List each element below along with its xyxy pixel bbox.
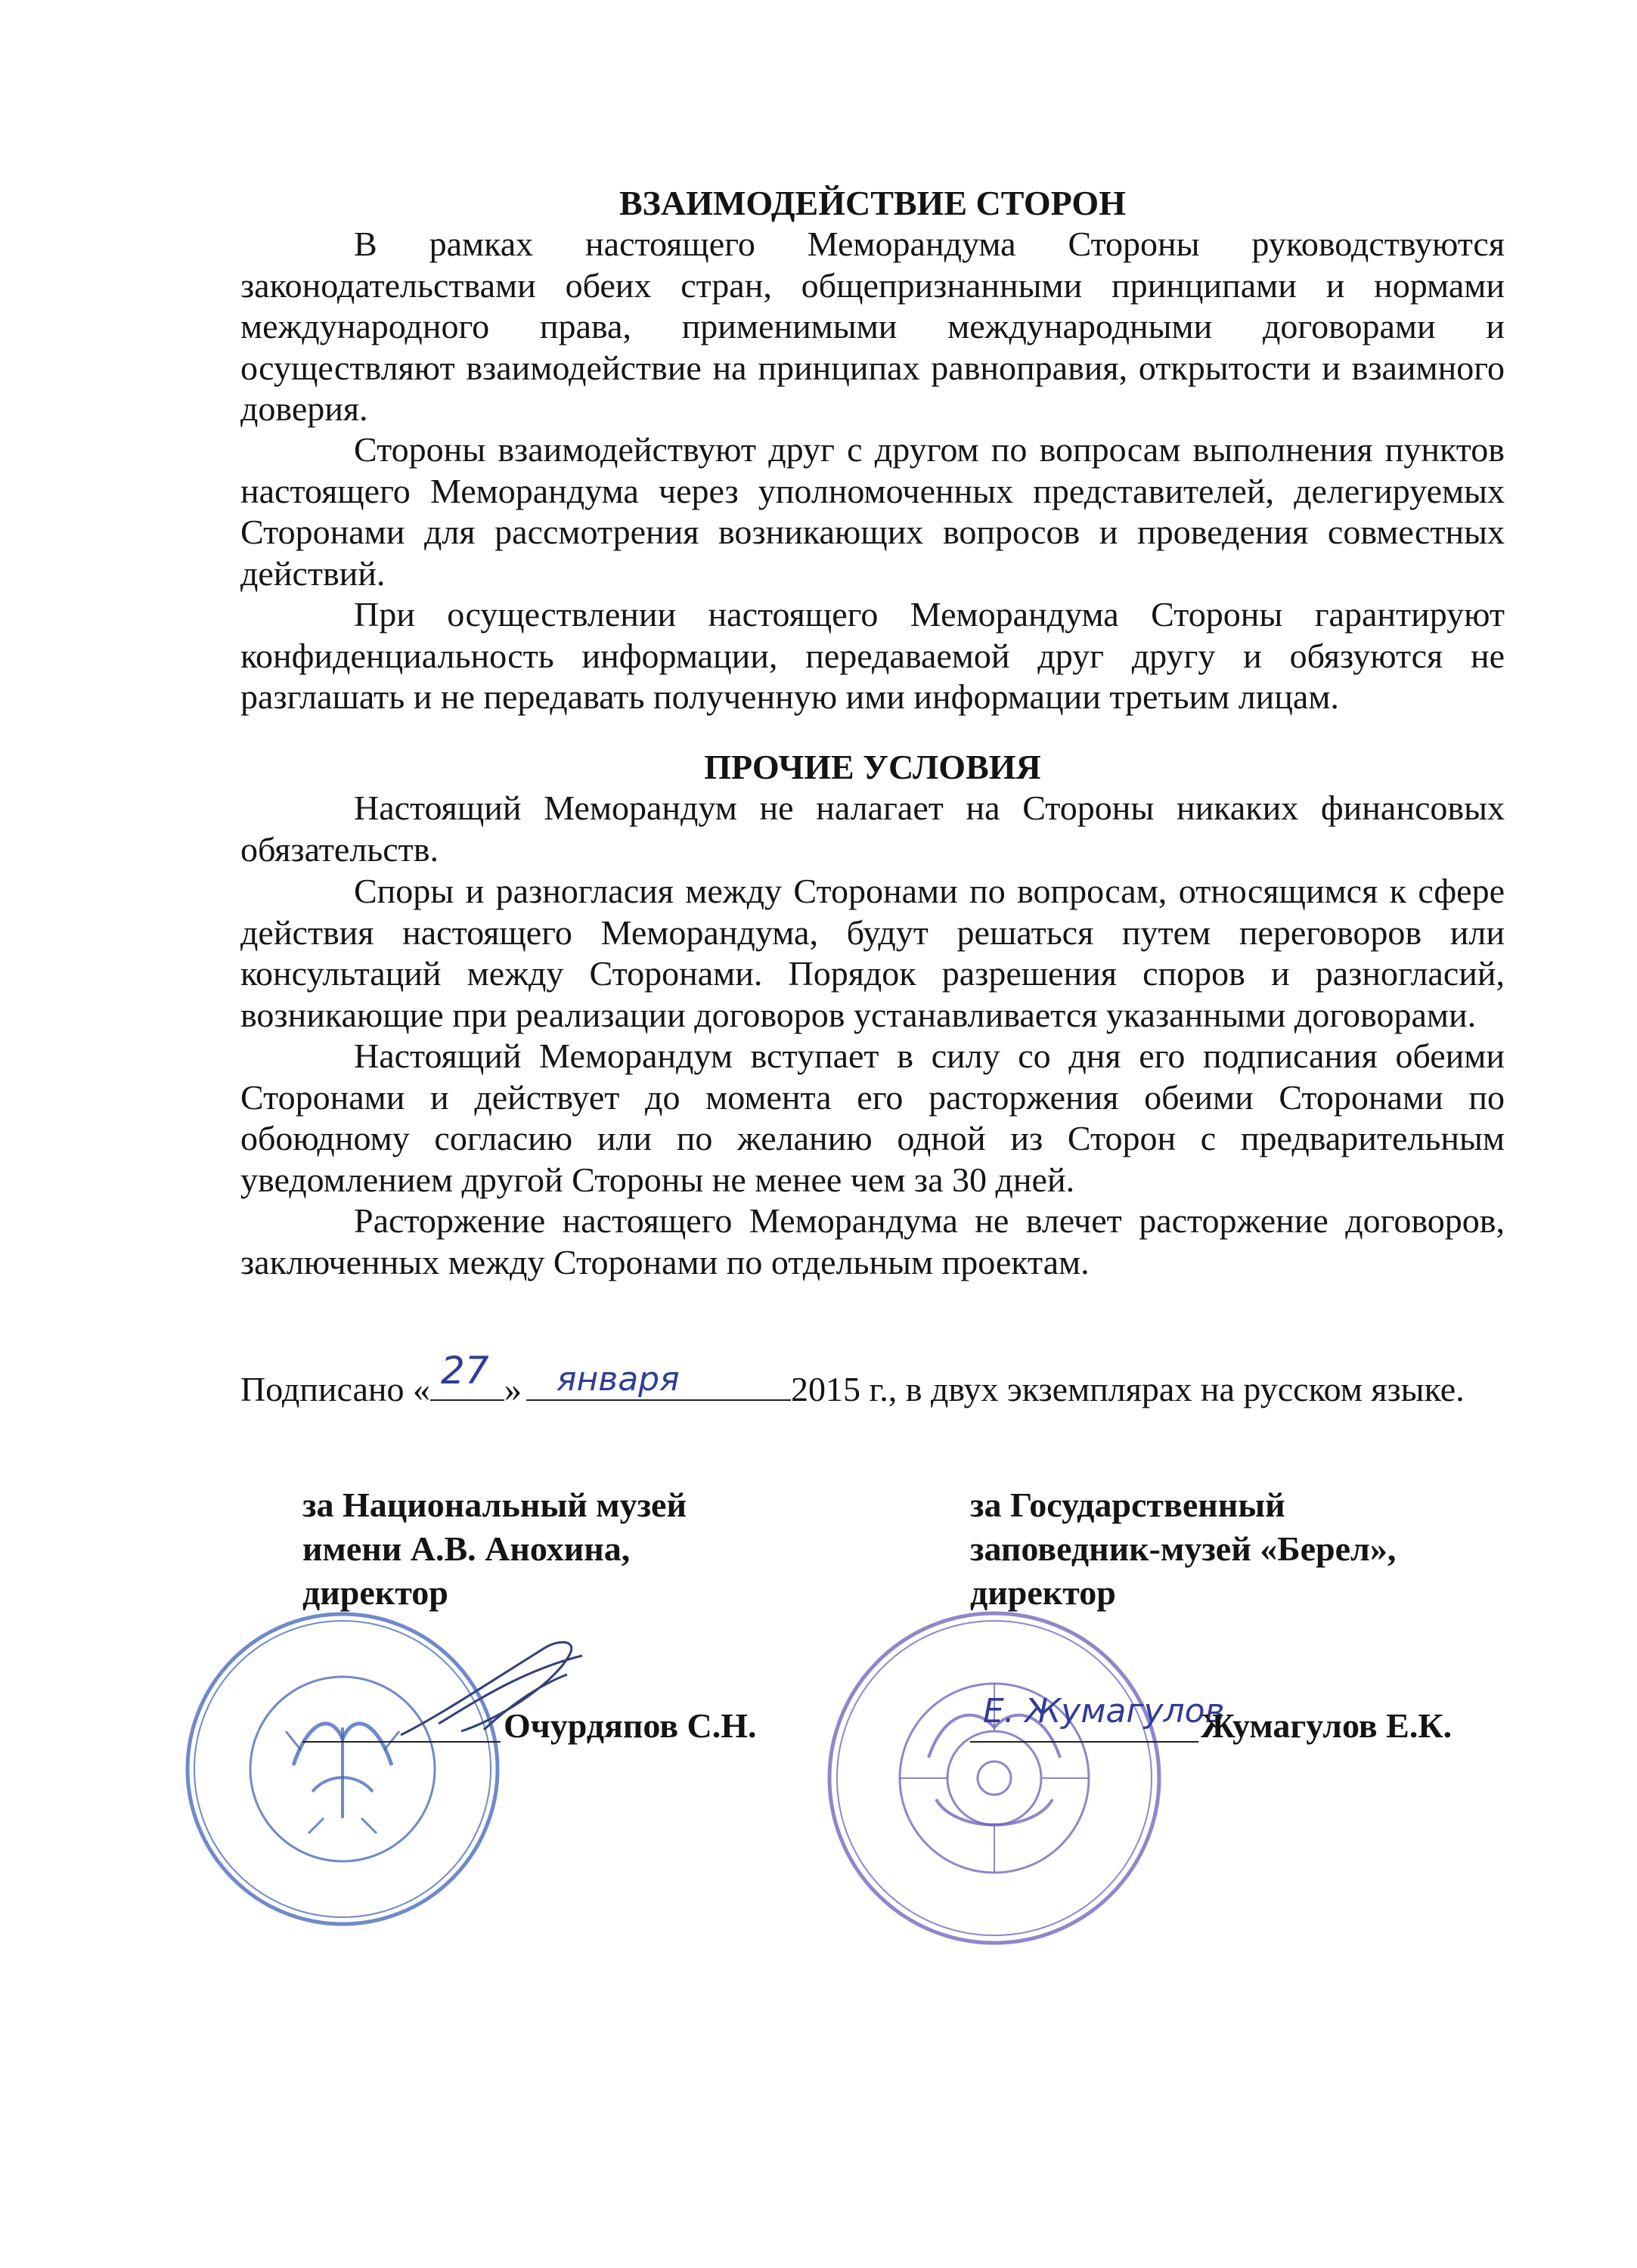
day-blank (430, 1349, 504, 1401)
right-round-seal-image (823, 1606, 1167, 1950)
handwritten-month: января (557, 1360, 680, 1399)
section-heading-other-terms: ПРОЧИЕ УСЛОВИЯ (704, 748, 1041, 786)
paragraph: Стороны взаимодействуют друг с другом по вопросам выполнения пунктов настоящего Меморандума через уполномоченных представителей, делегируемых Сторонами для рассмотрения возникающих вопросов и проведения совместных действий. (240, 430, 1505, 593)
party-line: директор (970, 1573, 1116, 1612)
party-line: за Государственный (970, 1486, 1285, 1524)
party-line: имени А.В. Анохина, (302, 1529, 631, 1568)
party-line: директор (302, 1573, 448, 1612)
right-signatory-name: Жумагулов Е.К. (1201, 1706, 1453, 1745)
left-signature-line (302, 1741, 501, 1743)
left-signatory-name: Очурдяпов С.Н. (504, 1706, 757, 1745)
handwritten-day: 27 (441, 1349, 489, 1393)
right-signature-line (970, 1741, 1198, 1743)
paragraph: В рамках настоящего Меморандума Стороны руководствуются законодательствами обеих стран, общепризнанными принципами и нормами международного права, применимыми международными договорами и осуществляют взаимодействие на принципах равноправия, открытости и взаимного доверия. (240, 225, 1505, 428)
paragraph: Споры и разногласия между Сторонами по вопросам, относящимся к сфере действия настоящего Меморандума, будут решаться путем переговоров или консультаций между Сторонами. Порядок разрешения споров и разногласий, возникающие при реализации договоров устанавливается указанными договорами. (240, 872, 1505, 1034)
signed-suffix: 2015 г., в двух экземплярах на русском языке. (791, 1370, 1465, 1408)
party-line: заповедник-музей «Берел», (970, 1529, 1397, 1568)
right-party-block (970, 1483, 1396, 1615)
month-blank (526, 1360, 791, 1401)
section-heading-interaction: ВЗАИМОДЕЙСТВИЕ СТОРОН (619, 184, 1126, 222)
signed-middle: » (504, 1370, 522, 1408)
paragraph: При осуществлении настоящего Меморандума Стороны гарантируют конфиденциальность информации, передаваемой друг другу и обязуются не разглашать и не передавать полученную ими информации третьим лицам. (240, 595, 1505, 716)
paragraph: Расторжение настоящего Меморандума не влечет расторжение договоров, заключенных между Сторонами по отдельным проектам. (240, 1201, 1505, 1281)
party-line: за Национальный музей (302, 1486, 687, 1524)
paragraph: Настоящий Меморандум не налагает на Стороны никаких финансовых обязательств. (240, 789, 1505, 869)
paragraph: Настоящий Меморандум вступает в силу со дня его подписания обеими Сторонами и действует до момента его расторжения обеими Сторонами по обоюдному согласию или по желанию одной из Сторон с предварительным уведомлением другой Стороны не менее чем за 30 дней. (240, 1036, 1505, 1199)
left-party-block (302, 1483, 687, 1615)
right-handwritten-signature: Е. Жумагулов (983, 1692, 1225, 1730)
signed-prefix: Подписано « (240, 1370, 431, 1408)
signed-date-line (240, 1349, 1526, 1412)
